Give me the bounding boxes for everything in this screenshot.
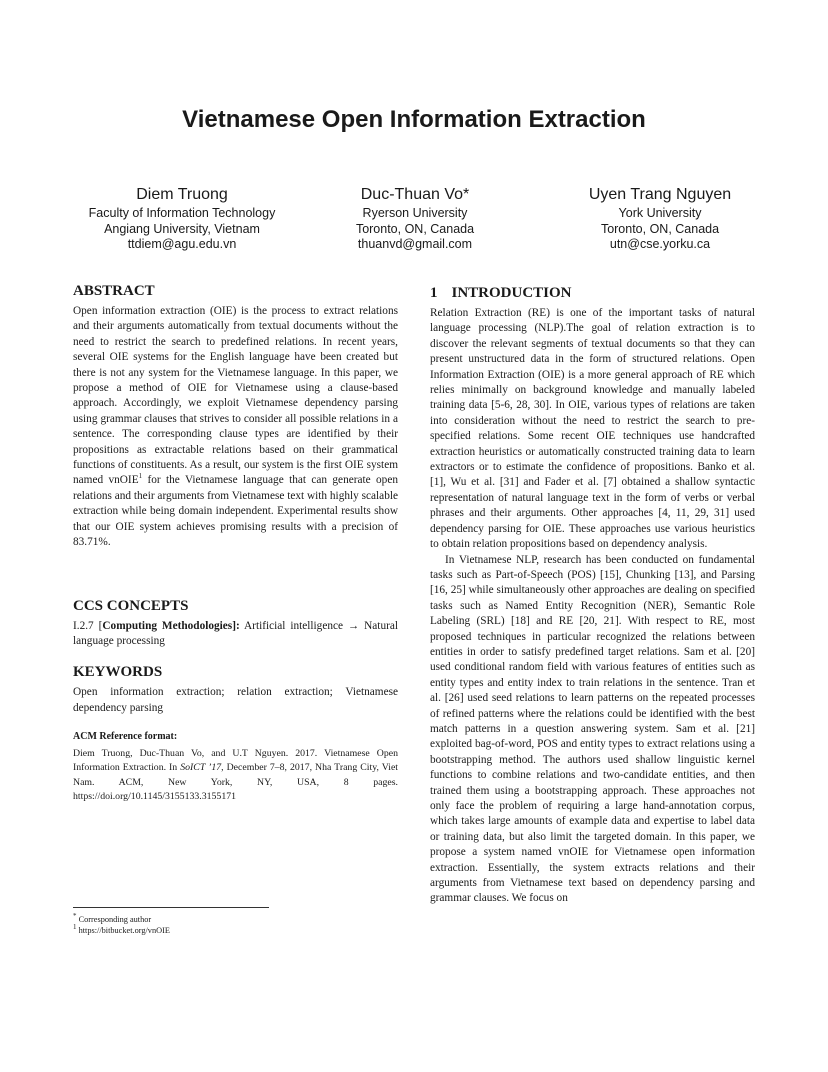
footnote-url [73,925,373,936]
introduction-heading [430,284,755,302]
footnote-text: Corresponding author [76,915,152,924]
acm-reference-text: Diem Truong, Duc-Thuan Vo, and U.T Nguyen. 2017. Vietnamese Open Information Extraction. In [73,748,398,774]
author-institution: Toronto, ON, Canada [600,221,720,236]
left-column [73,282,398,804]
abstract-text: Open information extraction (OIE) is the process to extract relations and their arguments automatically from textual documents without the need to restrict the search to predefined relations. In recent years, several OIE systems for the English language have been created but there is not any system for the Vietnamese language. In this paper, we propose a method of OIE for Vietnamese using a clause-based approach. Accordingly, we exploit Vietnamese dependency parsing using grammar clauses that strives to consider all possible relations in a sentence. The corresponding clause types are identified by their propositions as extractable relations based on their grammatical functions of constituents. As a result, our system is the first OIE system named vnOIE [73,305,398,487]
acm-reference-venue: SoICT ’17 [180,762,222,774]
section-title: INTRODUCTION [451,285,572,301]
ccs-concepts: Artificial intelligence → Natural language processing [73,619,399,647]
acm-reference-body [73,747,398,804]
abstract-text-cont: for the Vietnamese language that can generate open relations and their arguments from Vietnamese text with highly scalable extraction while being domain independent. Experimental results show that our OIE system achieves promising results with a precision of 83.71%. [73,474,398,549]
abstract-heading: ABSTRACT [73,283,155,299]
keywords-body: Open information extraction; relation extraction; Vietnamese dependency parsing [73,686,398,714]
footnote-divider [73,907,269,908]
acm-reference-text-cont: , December 7–8, 2017, Nha Trang City, Viet Nam. ACM, New York, NY, USA, 8 pages. https://doi.org/10.1145/3155133.3155171 [73,762,399,802]
author-name: Duc-Thuan Vo* [360,186,470,203]
author-email: utn@cse.yorku.ca [609,237,711,251]
author-block-2 [315,184,515,253]
footnote-text: https://bitbucket.org/vnOIE [76,926,170,935]
footnote-mark: 1 [138,472,143,481]
right-column [430,282,755,907]
author-affiliation: York University [618,206,702,220]
author-institution: Angiang University, Vietnam [104,221,260,236]
ccs-category: Computing Methodologies]: [102,619,240,632]
ccs-code: I.2.7 [ [73,619,103,632]
author-institution: Toronto, ON, Canada [355,221,475,236]
author-email: thuanvd@gmail.com [357,237,473,251]
author-name: Uyen Trang Nguyen [588,186,732,203]
acm-reference-heading: ACM Reference format: [73,731,178,743]
author-email: ttdiem@agu.edu.vn [127,237,237,251]
keywords-heading: KEYWORDS [73,664,163,681]
author-block-1 [72,184,292,253]
section-number: 1 [430,285,438,301]
abstract-body [73,304,398,551]
author-affiliation: Ryerson University [362,206,468,220]
paper-title: Vietnamese Open Information Extraction [182,106,646,133]
intro-paragraph-2: In Vietnamese NLP, research has been conducted on fundamental tasks such as Part-of-Speech (POS) [15], Chunking [13], and Parsing [16, 25] while simultaneously other approaches are dealing on specified tasks such as Named Entity Recognition (NER), Semantic Role Labeling (SRL) [18] and RE [20, 21]. With respect to RE, most proposed techniques in particular recognized the relations between entities in order to satisfy predefined target relations. Sam et al. [20] used conditional random field with various features of entities such as entity types and entity index to train relations in the sentence. Tran et al. [26] used seed relations to learn patterns on the repeated processes of refined patterns where the relations could be identified with the best match patterns in a question answering system. Sam et al. [21] exploited bag-of-word, POS and entity types to extract relations using a bootstrapping method. The authors used shallow linguistic kernel functions to combine relations and two-candidate entities, and then trained them using a bootstrapping approach. These approaches not only face the problem of requiring a large hand-annotation corpus, which takes large amounts of example data and expertise to label data or training data, but also limit the targeted domain. In this paper, we propose a system named vnOIE for Vietnamese open information extraction. Essentially, the system extracts relations and their arguments from Vietnamese text based on dependency parsing and grammar clauses. We focus on [430,553,755,905]
author-block-3 [550,184,770,253]
footnote-mark: 1 [73,923,77,932]
ccs-body [73,619,398,650]
ccs-heading: CCS CONCEPTS [73,597,189,614]
footnote-mark: * [73,912,77,921]
author-name: Diem Truong [136,186,228,203]
author-affiliation: Faculty of Information Technology [88,206,276,220]
footnote-corresponding [73,914,373,925]
footnotes [73,914,373,936]
intro-paragraph-1: Relation Extraction (RE) is one of the important tasks of natural language processing (NLP).The goal of relation extraction is to discover the relevant segments of textual documents so that they can present unstructured data in the form of structured relations. Open Information Extraction (OIE) is a more general approach of RE which relies minimally on background knowledge and manually labeled training data [5-6, 28, 30]. In OIE, various types of relations are taken into consideration without the need to restrict the search to pre-specified relations. Some recent OIE techniques use handcrafted extraction heuristics or automatically constructed training data to learn extractors or to estimate the confidence of propositions. Banko et al. [1], Wu et al. [31] and Fader et al. [7] obtained a shallow syntactic representation of natural language text in the form of verbs or verbal phrases and their arguments. Other approaches [4, 11, 29, 31] used dependency parsing for OIE. These approaches use various heuristics to obtain relation propositions based on dependency analysis. [430,307,755,551]
